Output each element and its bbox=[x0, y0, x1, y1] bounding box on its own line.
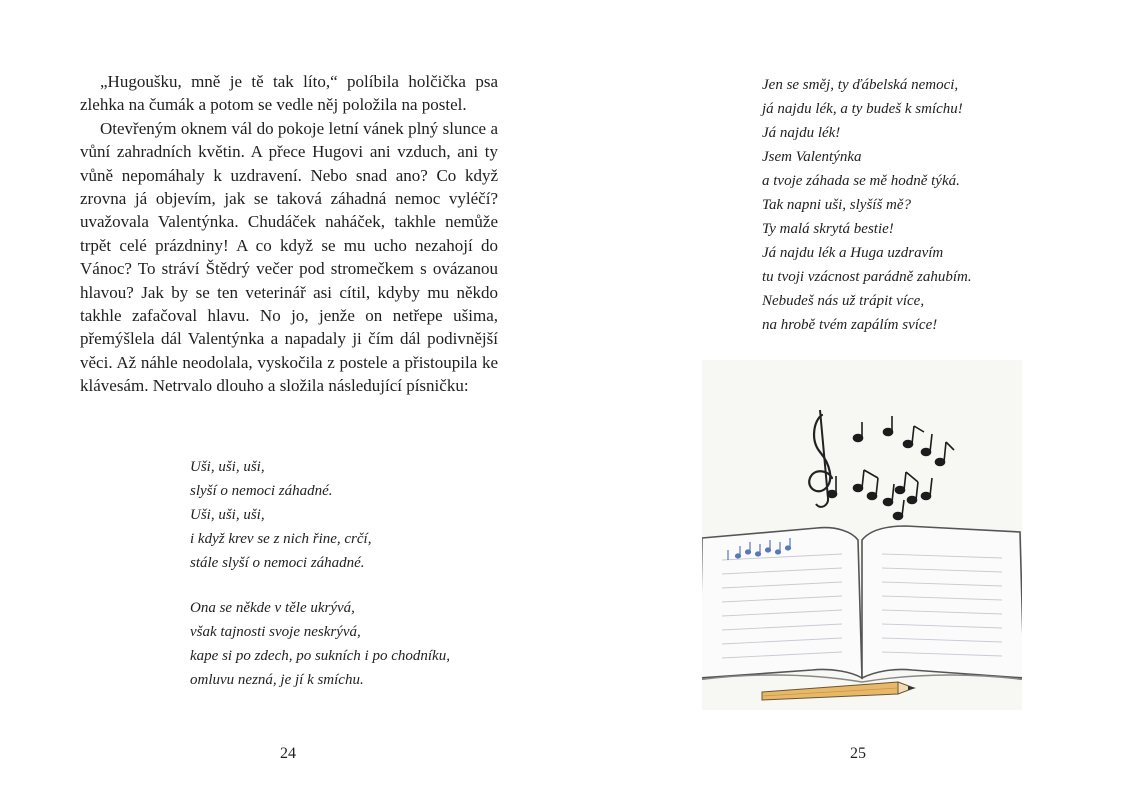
verse-line: i když krev se z nich řine, crčí, bbox=[190, 531, 372, 547]
paragraph-2: Otevřeným oknem vál do pokoje letní vánek plný slunce a vůní zahradních květin. A přece Hugovi ani vzduch, ani ty vůně nepomáhaly k uzdravení. Nebo snad ano? Co když zrovna já objevím, jak se taková záhadná nemoc vyléčí? uvažovala Valentýnka. Chudáček naháček, takhle nemůže trpět celé prázdniny! A co když se mu ucho nezahojí do Vánoc? To stráví Štědrý večer pod stromečkem s ovázanou hlavou? Jak by se ten veterinář asi cítil, kdyby mu někdo takhle zafačoval hlavu. No jo, jenže on netřepe ušima, přemýšlela dál Valentýnka a napadaly ji čím dál podivnější věci. Až náhle neodolala, vyskočila z postele a přistoupila ke klávesám. Netrvalo dlouho a složila následující písničku: bbox=[80, 118, 498, 396]
verse-line: kape si po zdech, po sukních i po chodníku, bbox=[190, 648, 450, 664]
song-verse-2 bbox=[190, 596, 510, 692]
right-page bbox=[572, 0, 1145, 810]
verse-line: slyší o nemoci záhadné. bbox=[190, 483, 333, 499]
page-number: 25 bbox=[850, 745, 866, 762]
poem-line: já najdu lék, a ty budeš k smíchu! bbox=[762, 101, 963, 117]
poem-line: a tvoje záhada se mě hodně týká. bbox=[762, 173, 960, 189]
poem-line: tu tvoji vzácnost parádně zahubím. bbox=[762, 269, 972, 285]
poem-line: Já najdu lék a Huga uzdravím bbox=[762, 245, 944, 261]
verse-line: však tajnosti svoje neskrývá, bbox=[190, 624, 361, 640]
verse-line: Uši, uši, uši, bbox=[190, 507, 265, 523]
music-book-icon bbox=[702, 360, 1022, 715]
poem-block bbox=[762, 73, 1102, 337]
paragraph-1: „Hugoušku, mně je tě tak líto,“ políbila holčička psa zlehka na čumák a potom se vedle něj položila na postel. bbox=[80, 72, 498, 115]
poem-line: Nebudeš nás už trápit více, bbox=[762, 293, 925, 309]
poem-line: Jen se směj, ty ďábelská nemoci, bbox=[762, 77, 959, 93]
poem-line: na hrobě tvém zapálím svíce! bbox=[762, 317, 938, 333]
poem-line: Tak napni uši, slyšíš mě? bbox=[762, 197, 912, 213]
verse-line: stále slyší o nemoci záhadné. bbox=[190, 555, 365, 571]
prose-block bbox=[80, 70, 498, 398]
verse-line: omluvu nezná, je jí k smíchu. bbox=[190, 672, 364, 688]
poem-line: Jsem Valentýnka bbox=[762, 149, 862, 165]
poem-line: Ty malá skrytá bestie! bbox=[762, 221, 894, 237]
left-page bbox=[0, 0, 572, 810]
poem-line: Já najdu lék! bbox=[762, 125, 841, 141]
page-number: 24 bbox=[280, 745, 296, 762]
verse-line: Ona se někde v těle ukrývá, bbox=[190, 600, 355, 616]
song-verse-1 bbox=[190, 455, 510, 575]
verse-line: Uši, uši, uši, bbox=[190, 459, 265, 475]
